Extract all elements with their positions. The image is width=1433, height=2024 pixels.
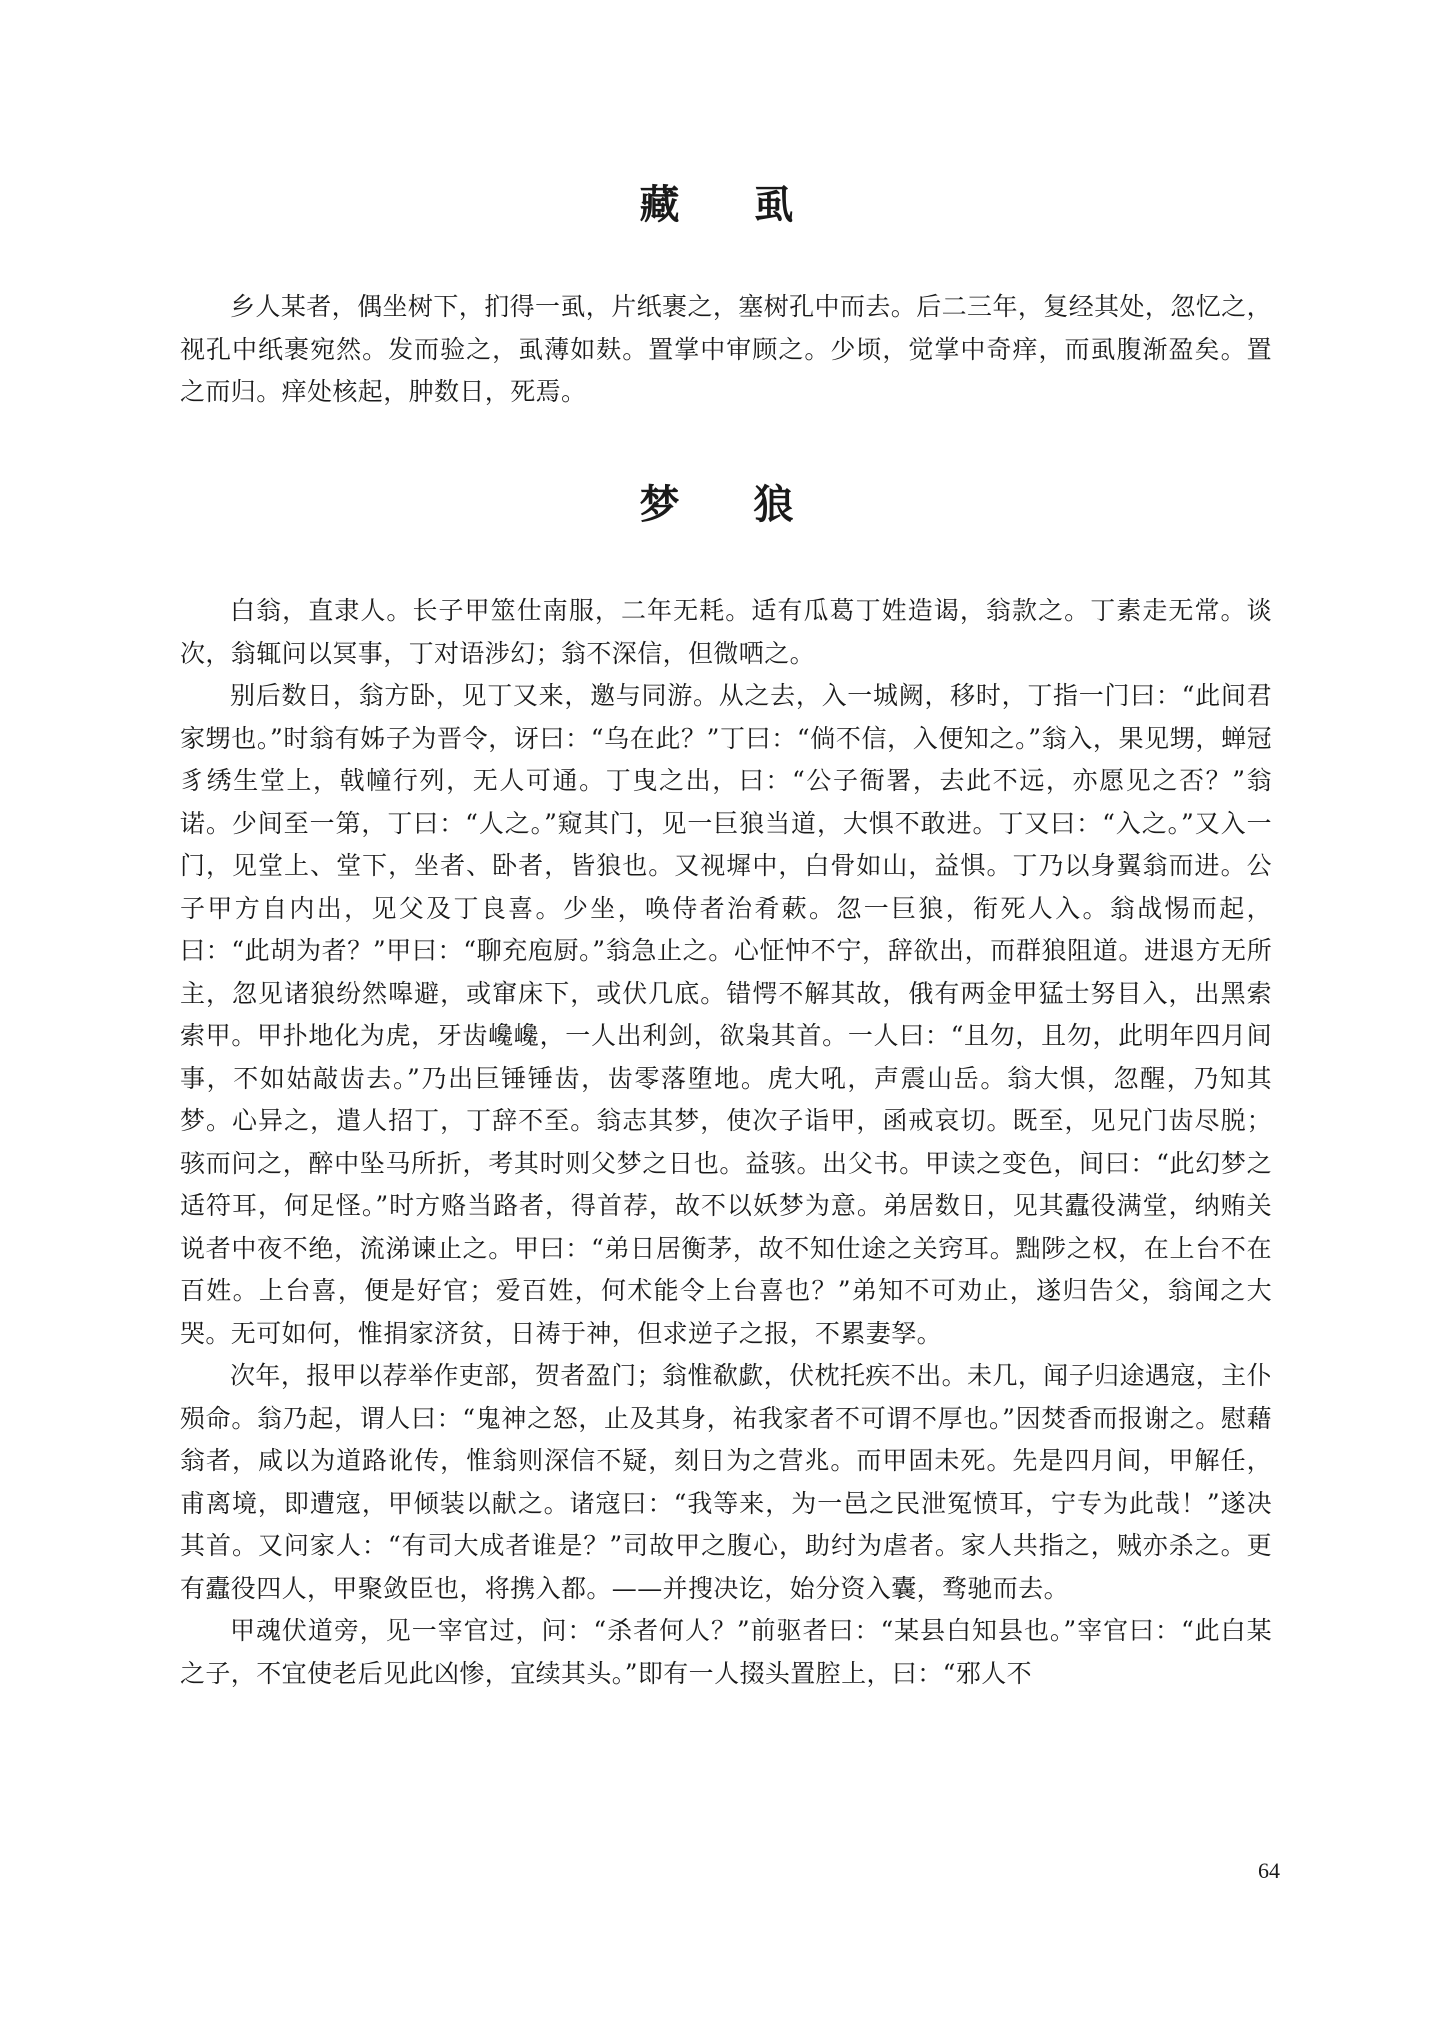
paragraph: 乡人某者，偶坐树下，扪得一虱，片纸裹之，塞树孔中而去。后二三年，复经其处，忽忆之，视孔中纸裹宛然。发而验之，虱薄如麸。置掌中审顾之。少顷，觉掌中奇痒，而虱腹渐盈矣。置之而归。痒处核起，肿数日，死焉。 bbox=[180, 292, 1272, 406]
story-cang-shi bbox=[180, 286, 1272, 414]
section-title-cang-shi: 藏 虱 bbox=[639, 181, 824, 228]
paragraph: 别后数日，翁方卧，见丁又来，邀与同游。从之去，入一城阙，移时，丁指一门曰：“此间君家甥也。”时翁有姊子为晋令，讶曰：“乌在此？”丁曰：“倘不信，入便知之。”翁入，果见甥，蝉冠豸绣生堂上，戟幢行列，无人可通。丁曳之出，曰：“公子衙署，去此不远，亦愿见之否？”翁诺。少间至一第，丁曰：“人之。”窥其门，见一巨狼当道，大惧不敢进。丁又曰：“入之。”又入一门，见堂上、堂下，坐者、卧者，皆狼也。又视墀中，白骨如山，益惧。丁乃以身翼翁而进。公子甲方自内出，见父及丁良喜。少坐，唤侍者治肴蔌。忽一巨狼，衔死人入。翁战惕而起，曰：“此胡为者？”甲曰：“聊充庖厨。”翁急止之。心怔忡不宁，辞欲出，而群狼阻道。进退方无所主，忽见诸狼纷然嗥避，或窜床下，或伏几底。错愕不解其故，俄有两金甲猛士努目入，出黑索索甲。甲扑地化为虎，牙齿巉巉，一人出利剑，欲枭其首。一人曰：“且勿，且勿，此明年四月间事，不如姑敲齿去。”乃出巨锤锤齿，齿零落堕地。虎大吼，声震山岳。翁大惧，忽醒，乃知其梦。心异之，遣人招丁，丁辞不至。翁志其梦，使次子诣甲，函戒哀切。既至，见兄门齿尽脱；骇而问之，醉中坠马所折，考其时则父梦之日也。益骇。出父书。甲读之变色，间曰：“此幻梦之适符耳，何足怪。”时方赂当路者，得首荐，故不以妖梦为意。弟居数日，见其蠹役满堂，纳贿关说者中夜不绝，流涕谏止之。甲曰：“弟日居衡茅，故不知仕途之关窍耳。黜陟之权，在上台不在百姓。上台喜，便是好官；爱百姓，何术能令上台喜也？”弟知不可劝止，遂归告父，翁闻之大哭。无可如何，惟捐家济贫，日祷于神，但求逆子之报，不累妻孥。 bbox=[180, 681, 1272, 1348]
paragraph: 次年，报甲以荐举作吏部，贺者盈门；翁惟欷歔，伏枕托疾不出。未几，闻子归途遇寇，主仆殒命。翁乃起，谓人曰：“鬼神之怒，止及其身，祐我家者不可谓不厚也。”因焚香而报谢之。慰藉翁者，咸以为道路讹传，惟翁则深信不疑，刻日为之营兆。而甲固未死。先是四月间，甲解任，甫离境，即遭寇，甲倾装以献之。诸寇曰：“我等来，为一邑之民泄冤愤耳，宁专为此哉！”遂决其首。又问家人：“有司大成者谁是？”司故甲之腹心，助纣为虐者。家人共指之，贼亦杀之。更有蠹役四人，甲聚敛臣也，将携入都。——并搜决讫，始分资入囊，骛驰而去。 bbox=[180, 1361, 1272, 1603]
paragraph: 甲魂伏道旁，见一宰官过，问：“杀者何人？”前驱者曰：“某县白知县也。”宰官曰：“此白某之子，不宜使老后见此凶惨，宜续其头。”即有一人掇头置腔上，曰：“邪人不 bbox=[180, 1616, 1272, 1688]
paragraph: 白翁，直隶人。长子甲筮仕南服，二年无耗。适有瓜葛丁姓造谒，翁款之。丁素走无常。谈次，翁辄问以冥事，丁对语涉幻；翁不深信，但微哂之。 bbox=[180, 596, 1272, 668]
section-title-meng-lang: 梦 狼 bbox=[639, 481, 824, 528]
story-meng-lang bbox=[180, 590, 1272, 1695]
page-number: 64 bbox=[1258, 1858, 1280, 1883]
